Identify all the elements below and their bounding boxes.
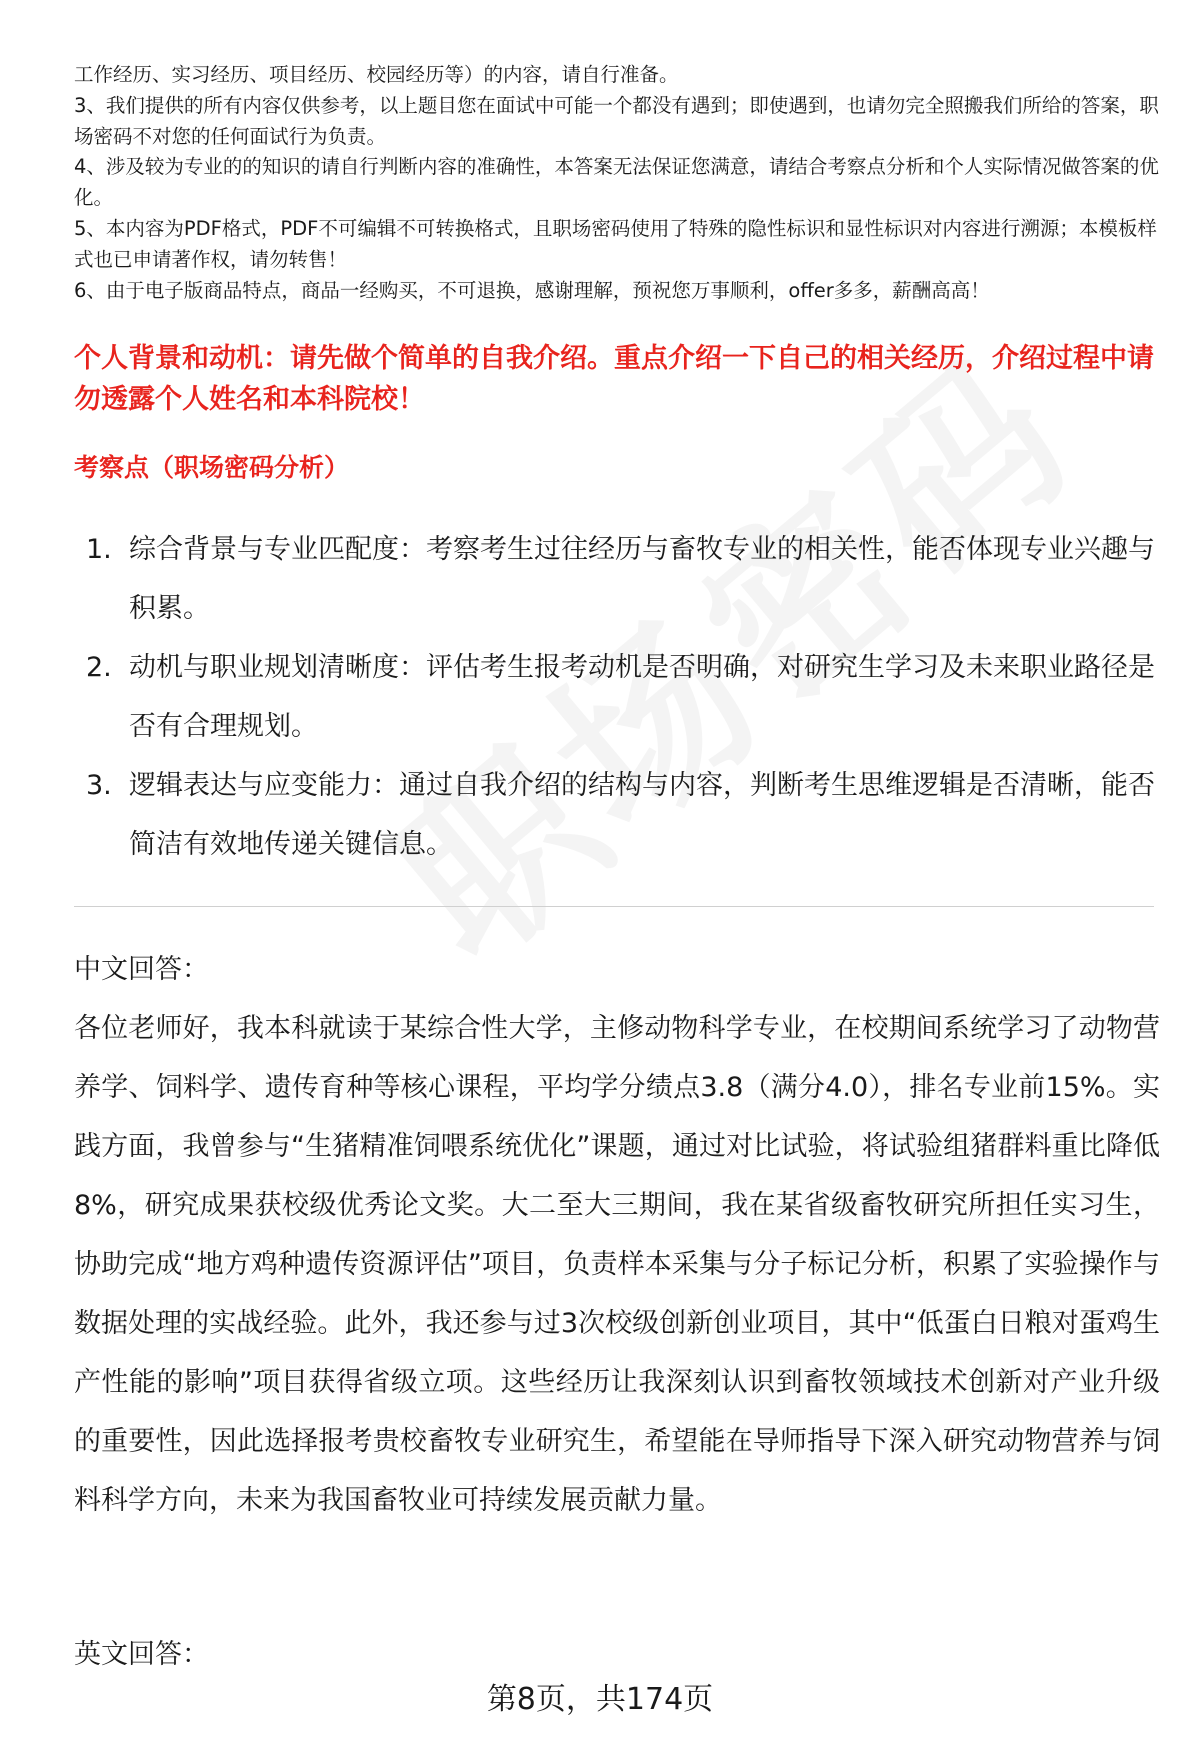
list-item — [74, 638, 1160, 756]
point-number: 3. — [86, 770, 112, 801]
point-number: 1. — [86, 534, 112, 565]
analysis-points — [74, 520, 1160, 874]
english-answer-label: 英文回答： — [74, 1639, 209, 1670]
section-divider — [74, 906, 1154, 907]
list-item — [74, 756, 1160, 874]
question-title: 个人背景和动机：请先做个简单的自我介绍。重点介绍一下自己的相关经历，介绍过程中请勿透露个人姓名和本科院校！ — [74, 343, 1154, 415]
point-text: 逻辑表达与应变能力：通过自我介绍的结构与内容，判断考生思维逻辑是否清晰，能否简洁有效地传递关键信息。 — [129, 770, 1155, 860]
page-number: 第8页，共174页 — [486, 1682, 714, 1717]
chinese-answer-text: 各位老师好，我本科就读于某综合性大学，主修动物科学专业，在校期间系统学习了动物营养学、饲料学、遗传育种等核心课程，平均学分绩点3.8（满分4.0），排名专业前15%。实践方面，我曾参与“生猪精准饲喂系统优化”课题，通过对比试验，将试验组猪群料重比降低8%，研究成果获校级优秀论文奖。大二至大三期间，我在某省级畜牧研究所担任实习生，协助完成“地方鸡种遗传资源评估”项目，负责样本采集与分子标记分析，积累了实验操作与数据处理的实战经验。此外，我还参与过3次校级创新创业项目，其中“低蛋白日粮对蛋鸡生产性能的影响”项目获得省级立项。这些经历让我深刻认识到畜牧领域技术创新对产业升级的重要性，因此选择报考贵校畜牧专业研究生，希望能在导师指导下深入研究动物营养与饲料科学方向，未来为我国畜牧业可持续发展贡献力量。 — [74, 1013, 1160, 1516]
point-number: 2. — [86, 652, 112, 683]
note-line: 6、由于电子版商品特点，商品一经购买，不可退换，感谢理解，预祝您万事顺利，offer多多，薪酬高高！ — [74, 278, 990, 302]
note-line: 4、涉及较为专业的的知识的请自行判断内容的准确性，本答案无法保证您满意，请结合考察点分析和个人实际情况做答案的优化。 — [74, 155, 1159, 210]
point-text: 综合背景与专业匹配度：考察考生过往经历与畜牧专业的相关性，能否体现专业兴趣与积累。 — [129, 534, 1155, 624]
list-item — [74, 520, 1160, 638]
note-line: 工作经历、实习经历、项目经历、校园经历等）的内容，请自行准备。 — [74, 63, 679, 86]
point-text: 动机与职业规划清晰度：评估考生报考动机是否明确，对研究生学习及未来职业路径是否有合理规划。 — [129, 652, 1155, 742]
disclaimer-notes — [74, 60, 1160, 306]
note-line: 3、我们提供的所有内容仅供参考，以上题目您在面试中可能一个都没有遇到；即使遇到，也请勿完全照搬我们所给的答案，职场密码不对您的任何面试行为负责。 — [74, 93, 1159, 148]
chinese-answer-label: 中文回答： — [74, 954, 209, 985]
analysis-title: 考察点（职场密码分析） — [74, 453, 350, 482]
note-line: 5、本内容为PDF格式，PDF不可编辑不可转换格式，且职场密码使用了特殊的隐性标识和显性标识对内容进行溯源；本模板样式也已申请著作权，请勿转售！ — [74, 216, 1157, 271]
